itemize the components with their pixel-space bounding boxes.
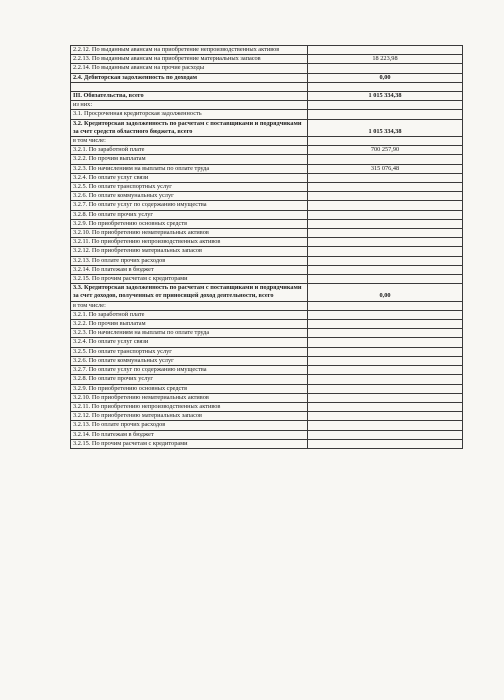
row-value <box>308 375 463 384</box>
table-row <box>71 201 463 210</box>
row-value: 700 257,90 <box>308 146 463 155</box>
row-value <box>308 155 463 164</box>
table-row <box>71 421 463 430</box>
row-label: 3.2.8. По оплате прочих услуг <box>71 210 308 219</box>
row-label: 3.2.6. По оплате коммунальных услуг <box>71 356 308 365</box>
row-label: III. Обязательства, всего <box>71 92 308 101</box>
row-value <box>308 265 463 274</box>
table-row <box>71 92 463 101</box>
row-label: 3.2.3. По начислениям на выплаты по оплате труда <box>71 329 308 338</box>
row-label: 3.3. Кредиторская задолженность по расчетам с поставщиками и подрядчиками за счет доходов, полученных от приносящей доход деятельности, всего <box>71 284 308 301</box>
table-row <box>71 301 463 310</box>
row-label: 3.2.14. По платежам в бюджет <box>71 430 308 439</box>
row-value <box>308 320 463 329</box>
row-value <box>308 247 463 256</box>
table-row <box>71 439 463 448</box>
row-value: 18 223,98 <box>308 55 463 64</box>
row-value <box>308 275 463 284</box>
row-label: 3.2.5. По оплате транспортных услуг <box>71 183 308 192</box>
row-label: 3.2.6. По оплате коммунальных услуг <box>71 192 308 201</box>
table-row <box>71 101 463 110</box>
row-value <box>308 301 463 310</box>
row-value: 1 015 334,38 <box>308 92 463 101</box>
row-label: 3.2.3. По начислениям на выплаты по оплате труда <box>71 164 308 173</box>
row-label: 3.2.9. По приобретению основных средств <box>71 219 308 228</box>
row-label: 3.2.10. По приобретению нематериальных активов <box>71 393 308 402</box>
row-label: 3.2.4. По оплате услуг связи <box>71 173 308 182</box>
table-row <box>71 412 463 421</box>
row-value <box>308 238 463 247</box>
row-value <box>308 329 463 338</box>
table-row <box>71 356 463 365</box>
row-label: 3.2.12. По приобретению материальных запасов <box>71 247 308 256</box>
row-value <box>308 356 463 365</box>
row-label: 3.1. Просроченная кредиторская задолженность <box>71 110 308 119</box>
row-label: 3.2.2. По прочим выплатам <box>71 320 308 329</box>
table-row <box>71 310 463 319</box>
table-row <box>71 347 463 356</box>
row-label: 3.2.8. По оплате прочих услуг <box>71 375 308 384</box>
row-value <box>308 173 463 182</box>
liabilities-table <box>70 45 463 449</box>
table-row <box>71 256 463 265</box>
row-value <box>308 110 463 119</box>
table-row <box>71 275 463 284</box>
table-row <box>71 110 463 119</box>
row-label: в том числе: <box>71 301 308 310</box>
row-value <box>308 393 463 402</box>
row-value <box>308 183 463 192</box>
table-row <box>71 73 463 82</box>
row-value <box>308 412 463 421</box>
row-label: 3.2.14. По платежам в бюджет <box>71 265 308 274</box>
table-row <box>71 393 463 402</box>
row-label: 3.2.9. По приобретению основных средств <box>71 384 308 393</box>
row-label: 3.2.13. По оплате прочих расходов <box>71 421 308 430</box>
table-row <box>71 366 463 375</box>
row-value <box>308 82 463 91</box>
row-label: 3.2.15. По прочим расчетам с кредиторами <box>71 439 308 448</box>
row-value <box>308 430 463 439</box>
table-row <box>71 238 463 247</box>
table-row <box>71 430 463 439</box>
table-row <box>71 64 463 73</box>
table-body <box>71 46 463 449</box>
row-label <box>71 82 308 91</box>
row-value <box>308 347 463 356</box>
row-label: 2.2.14. По выданным авансам на прочие расходы <box>71 64 308 73</box>
table-row <box>71 329 463 338</box>
row-value <box>308 402 463 411</box>
row-label: 3.2.2. По прочим выплатам <box>71 155 308 164</box>
table-row <box>71 46 463 55</box>
row-value <box>308 229 463 238</box>
row-value <box>308 338 463 347</box>
row-label: 2.4. Дебиторская задолженность по доходам <box>71 73 308 82</box>
table-row <box>71 82 463 91</box>
row-value <box>308 101 463 110</box>
row-label: 3.2.5. По оплате транспортных услуг <box>71 347 308 356</box>
row-label: 2.2.13. По выданным авансам на приобретение материальных запасов <box>71 55 308 64</box>
row-label: 3.2.7. По оплате услуг по содержанию имущества <box>71 201 308 210</box>
row-label: 3.2.10. По приобретению нематериальных активов <box>71 229 308 238</box>
row-label: 3.2.1. По заработной плате <box>71 146 308 155</box>
row-value <box>308 137 463 146</box>
row-value <box>308 256 463 265</box>
row-value <box>308 219 463 228</box>
table-row <box>71 384 463 393</box>
table-row <box>71 338 463 347</box>
table-row <box>71 55 463 64</box>
row-label: 3.2.12. По приобретению материальных запасов <box>71 412 308 421</box>
row-label: 3.2.4. По оплате услуг связи <box>71 338 308 347</box>
row-value <box>308 421 463 430</box>
row-value <box>308 210 463 219</box>
row-value <box>308 201 463 210</box>
table-row <box>71 164 463 173</box>
table-row <box>71 375 463 384</box>
row-value: 315 076,48 <box>308 164 463 173</box>
table-row <box>71 192 463 201</box>
row-label: 3.2.15. По прочим расчетам с кредиторами <box>71 275 308 284</box>
table-row <box>71 183 463 192</box>
table-row <box>71 137 463 146</box>
row-value: 0,00 <box>308 284 463 301</box>
table-row <box>71 146 463 155</box>
row-value <box>308 384 463 393</box>
table-row <box>71 247 463 256</box>
row-value <box>308 310 463 319</box>
row-label: 3.2.11. По приобретению непроизводственных активов <box>71 238 308 247</box>
table-row <box>71 402 463 411</box>
row-label: 3.2.13. По оплате прочих расходов <box>71 256 308 265</box>
row-label: из них: <box>71 101 308 110</box>
table-row <box>71 155 463 164</box>
table-row <box>71 284 463 301</box>
row-value <box>308 439 463 448</box>
table-row <box>71 320 463 329</box>
table-row <box>71 265 463 274</box>
row-label: 3.2.11. По приобретению непроизводственных активов <box>71 402 308 411</box>
table-row <box>71 219 463 228</box>
row-value <box>308 192 463 201</box>
row-label: в том числе: <box>71 137 308 146</box>
table-row <box>71 229 463 238</box>
row-value <box>308 64 463 73</box>
row-value <box>308 366 463 375</box>
table-row <box>71 210 463 219</box>
row-value: 0,00 <box>308 73 463 82</box>
row-value: 1 015 334,38 <box>308 119 463 136</box>
row-label: 3.2.1. По заработной плате <box>71 310 308 319</box>
row-label: 3.2. Кредиторская задолженность по расчетам с поставщиками и подрядчиками за счет средств областного бюджета, всего <box>71 119 308 136</box>
row-label: 2.2.12. По выданным авансам на приобретение непроизводственных активов <box>71 46 308 55</box>
row-value <box>308 46 463 55</box>
table-row <box>71 119 463 136</box>
table-row <box>71 173 463 182</box>
row-label: 3.2.7. По оплате услуг по содержанию имущества <box>71 366 308 375</box>
